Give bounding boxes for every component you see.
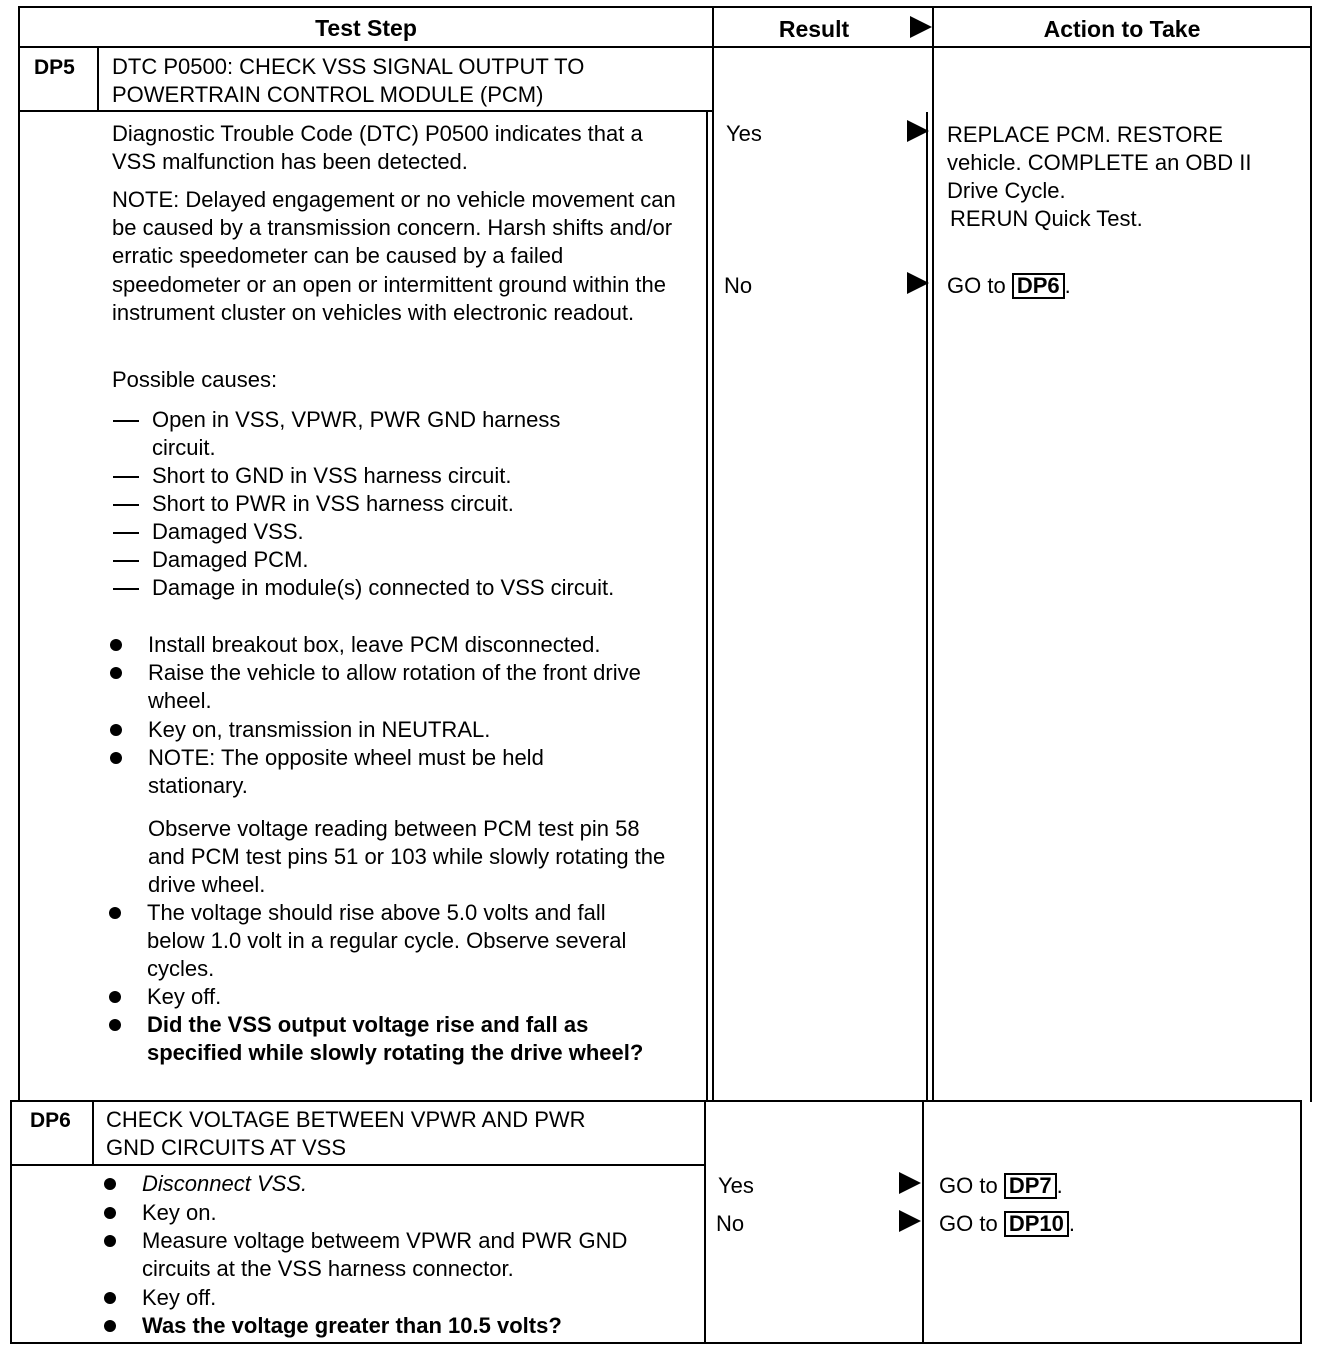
- dp6-yes-action: [939, 1172, 1063, 1200]
- goto-text: GO to: [947, 273, 1006, 298]
- dp5-step: Key on, transmission in NEUTRAL.: [148, 717, 491, 742]
- dash-icon: [113, 588, 139, 590]
- bullet-icon: [109, 907, 121, 919]
- bullet-icon: [104, 1207, 116, 1219]
- dp5-title-line-1: DTC P0500: CHECK VSS SIGNAL OUTPUT TO: [112, 54, 585, 79]
- rule-id-dp5: [97, 46, 99, 112]
- bullet-icon: [109, 1019, 121, 1031]
- dp5-step: Raise the vehicle to allow rotation of the front drive wheel.: [148, 660, 641, 714]
- bullet-icon: [104, 1235, 116, 1247]
- dp6-id: DP6: [30, 1109, 71, 1132]
- bullet-icon: [104, 1292, 116, 1304]
- header-test-step: Test Step: [315, 15, 417, 41]
- bullet-icon: [109, 991, 121, 1003]
- dp10-link[interactable]: DP10: [1004, 1211, 1069, 1237]
- dp6-step: Measure voltage betweem VPWR and PWR GND circuits at the VSS harness connector.: [142, 1228, 628, 1282]
- dp5-cause: Short to PWR in VSS harness circuit.: [152, 491, 514, 516]
- dp5-step: Install breakout box, leave PCM disconnected.: [148, 632, 601, 657]
- rule-right-lower: [1300, 1100, 1302, 1344]
- dp5-result-yes: Yes: [726, 121, 762, 146]
- dp5-question: Did the VSS output voltage rise and fall as specified while slowly rotating the drive wheel?: [147, 1012, 644, 1066]
- header-result: Result: [778, 16, 850, 42]
- dp5-step: NOTE: The opposite wheel must be held stationary.: [148, 745, 544, 799]
- rule-result-inner-upper: [926, 112, 928, 1102]
- header-action: Action to Take: [1043, 16, 1201, 42]
- period: .: [1056, 1173, 1063, 1198]
- dash-icon: [113, 420, 139, 422]
- rule-step-result-lower: [704, 1100, 706, 1344]
- bullet-icon: [110, 667, 122, 679]
- rule-header-bottom: [18, 46, 1312, 48]
- arrow-icon: [907, 272, 929, 294]
- rule-dp6-title-bottom: [10, 1164, 706, 1166]
- dp5-note: NOTE: Delayed engagement or no vehicle movement can be caused by a transmission concern. Harsh shifts and/or erratic speedometer can be caused by a failed speedometer or an open or intermittent ground within the instrument cluster on vehicles with electronic readout.: [112, 187, 676, 325]
- dash-icon: [113, 560, 139, 562]
- arrow-icon: [899, 1210, 921, 1232]
- dp5-id: DP5: [34, 56, 75, 79]
- period: .: [1068, 1211, 1075, 1236]
- dp6-step: Disconnect VSS.: [142, 1171, 308, 1196]
- dash-icon: [113, 504, 139, 506]
- dp5-yes-action-line-2: vehicle. COMPLETE an OBD II: [947, 150, 1252, 175]
- bullet-icon: [110, 724, 122, 736]
- rule-left-upper: [18, 6, 20, 1102]
- rule-result-action-upper: [932, 6, 934, 1102]
- dp5-cause: Short to GND in VSS harness circuit.: [152, 463, 512, 488]
- dp5-yes-action-line-3: Drive Cycle.: [947, 178, 1066, 203]
- rule-dp5-title-bottom: [18, 110, 712, 112]
- dp5-causes-label: Possible causes:: [112, 367, 278, 392]
- dash-icon: [113, 532, 139, 534]
- dp5-yes-action-line-4: RERUN Quick Test.: [950, 206, 1143, 231]
- dp5-cause: Damage in module(s) connected to VSS circuit.: [152, 575, 615, 600]
- dp5-observe: Observe voltage reading between PCM test pin 58 and PCM test pins 51 or 103 while slowly rotating the drive wheel.: [148, 816, 666, 898]
- rule-step-inner-upper: [706, 112, 708, 1102]
- dp5-step: The voltage should rise above 5.0 volts and fall below 1.0 volt in a regular cycle. Observe several cycles.: [147, 900, 627, 982]
- dp5-intro: Diagnostic Trouble Code (DTC) P0500 indicates that a VSS malfunction has been detected.: [112, 121, 643, 175]
- dp6-question: Was the voltage greater than 10.5 volts?: [142, 1313, 562, 1338]
- rule-top: [18, 6, 1312, 8]
- rule-dp-separator: [10, 1100, 1302, 1102]
- rule-result-action-lower: [922, 1100, 924, 1344]
- dp6-title-line-2: GND CIRCUITS AT VSS: [106, 1135, 347, 1160]
- dp6-no-action: [939, 1210, 1075, 1238]
- goto-text: GO to: [939, 1211, 998, 1236]
- dp6-link[interactable]: DP6: [1012, 273, 1065, 299]
- rule-right-upper: [1310, 6, 1312, 1102]
- dp6-step: Key on.: [142, 1200, 217, 1225]
- dp5-result-no: No: [724, 273, 753, 298]
- dp6-step: Key off.: [142, 1285, 217, 1310]
- arrow-icon: [899, 1172, 921, 1194]
- dp5-title-line-2: POWERTRAIN CONTROL MODULE (PCM): [112, 82, 544, 107]
- arrow-icon: [907, 120, 929, 142]
- dash-icon: [113, 476, 139, 478]
- goto-text: GO to: [939, 1173, 998, 1198]
- dp5-yes-action-line-1: REPLACE PCM. RESTORE: [947, 122, 1223, 147]
- period: .: [1064, 273, 1071, 298]
- dp5-no-action: [947, 272, 1071, 300]
- dp5-cause: Open in VSS, VPWR, PWR GND harness circuit.: [152, 407, 561, 461]
- dp5-step: Key off.: [147, 984, 222, 1009]
- bullet-icon: [104, 1178, 116, 1190]
- rule-id-dp6: [92, 1100, 94, 1166]
- rule-bottom: [10, 1342, 1302, 1344]
- rule-step-result-upper: [712, 6, 714, 1102]
- dp5-cause: Damaged PCM.: [152, 547, 309, 572]
- dp6-result-yes: Yes: [718, 1173, 754, 1198]
- rule-left-lower: [10, 1100, 12, 1344]
- dp5-cause: Damaged VSS.: [152, 519, 304, 544]
- bullet-icon: [110, 639, 122, 651]
- dp6-result-no: No: [716, 1211, 745, 1236]
- bullet-icon: [104, 1320, 116, 1332]
- dp7-link[interactable]: DP7: [1004, 1173, 1057, 1199]
- bullet-icon: [110, 752, 122, 764]
- header-arrow-icon: [910, 16, 932, 38]
- dp6-title-line-1: CHECK VOLTAGE BETWEEN VPWR AND PWR: [106, 1107, 586, 1132]
